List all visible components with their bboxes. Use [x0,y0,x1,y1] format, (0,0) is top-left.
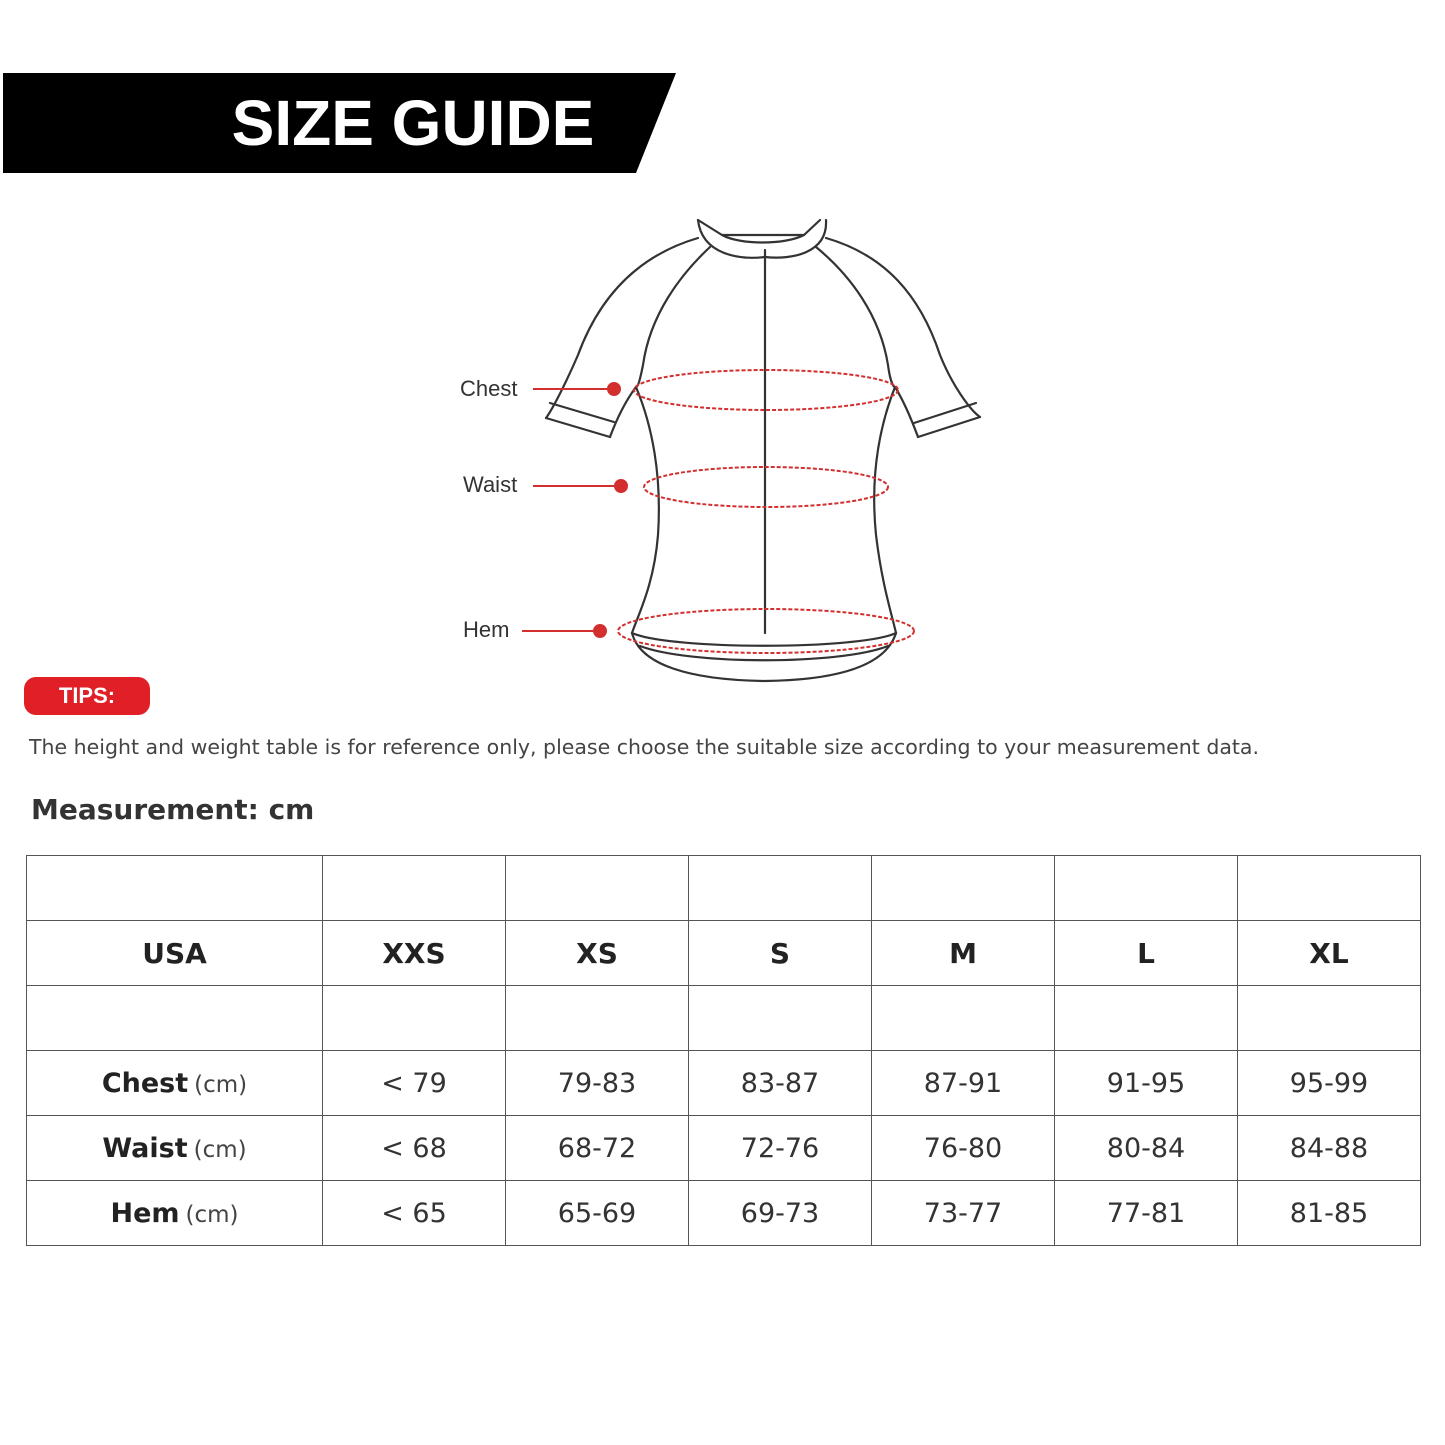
size-header-xs: XS [506,921,689,986]
chest-label: Chest [460,376,518,401]
table-cell: 72-76 [689,1116,872,1181]
table-cell: 80-84 [1055,1116,1238,1181]
table-cell [1055,856,1238,921]
row-unit: (cm) [193,1136,247,1163]
table-cell: 95-99 [1238,1051,1421,1116]
table-cell [506,986,689,1051]
table-cell [27,986,323,1051]
table-row-hem [27,1181,1421,1246]
row-label-text: Hem [110,1197,180,1229]
header-label-usa: USA [27,921,323,986]
table-cell [872,856,1055,921]
table-cell: 76-80 [872,1116,1055,1181]
table-cell: 83-87 [689,1051,872,1116]
table-cell: < 65 [323,1181,506,1246]
table-cell: 77-81 [1055,1181,1238,1246]
table-cell [1238,986,1421,1051]
table-cell [1055,986,1238,1051]
table-row-chest [27,1051,1421,1116]
measurement-heading: Measurement: cm [31,793,315,826]
table-cell: 91-95 [1055,1051,1238,1116]
tips-badge: TIPS: [24,677,150,715]
table-row-spacer-mid [27,986,1421,1051]
jersey-illustration [440,205,1000,695]
table-cell [323,986,506,1051]
size-header-l: L [1055,921,1238,986]
hem-label: Hem [463,617,510,642]
size-header-m: M [872,921,1055,986]
row-unit: (cm) [185,1201,239,1228]
table-row-waist [27,1116,1421,1181]
size-header-s: S [689,921,872,986]
page-title: SIZE GUIDE [231,87,595,159]
table-cell: 69-73 [689,1181,872,1246]
table-cell: 81-85 [1238,1181,1421,1246]
table-cell [323,856,506,921]
row-label-chest [27,1051,323,1116]
row-unit: (cm) [194,1071,248,1098]
size-header-xxs: XXS [323,921,506,986]
table-cell: 73-77 [872,1181,1055,1246]
table-cell: < 68 [323,1116,506,1181]
size-guide-banner [3,73,676,173]
table-row-spacer-top [27,856,1421,921]
table-cell: 65-69 [506,1181,689,1246]
size-table [26,855,1421,1246]
table-cell [506,856,689,921]
size-header-xl: XL [1238,921,1421,986]
row-label-text: Waist [102,1132,188,1164]
table-cell: 84-88 [1238,1116,1421,1181]
row-label-text: Chest [101,1067,189,1099]
table-cell [689,856,872,921]
waist-label: Waist [463,472,518,497]
table-cell [1238,856,1421,921]
tips-text: The height and weight table is for reference only, please choose the suitable size according to your measurement data. [29,735,1260,759]
table-cell [689,986,872,1051]
table-cell: 79-83 [506,1051,689,1116]
row-label-waist [27,1116,323,1181]
table-cell: 68-72 [506,1116,689,1181]
table-cell [872,986,1055,1051]
table-cell: < 79 [323,1051,506,1116]
table-header-row [27,921,1421,986]
row-label-hem [27,1181,323,1246]
table-cell [27,856,323,921]
table-cell: 87-91 [872,1051,1055,1116]
jersey-diagram [440,205,1000,695]
